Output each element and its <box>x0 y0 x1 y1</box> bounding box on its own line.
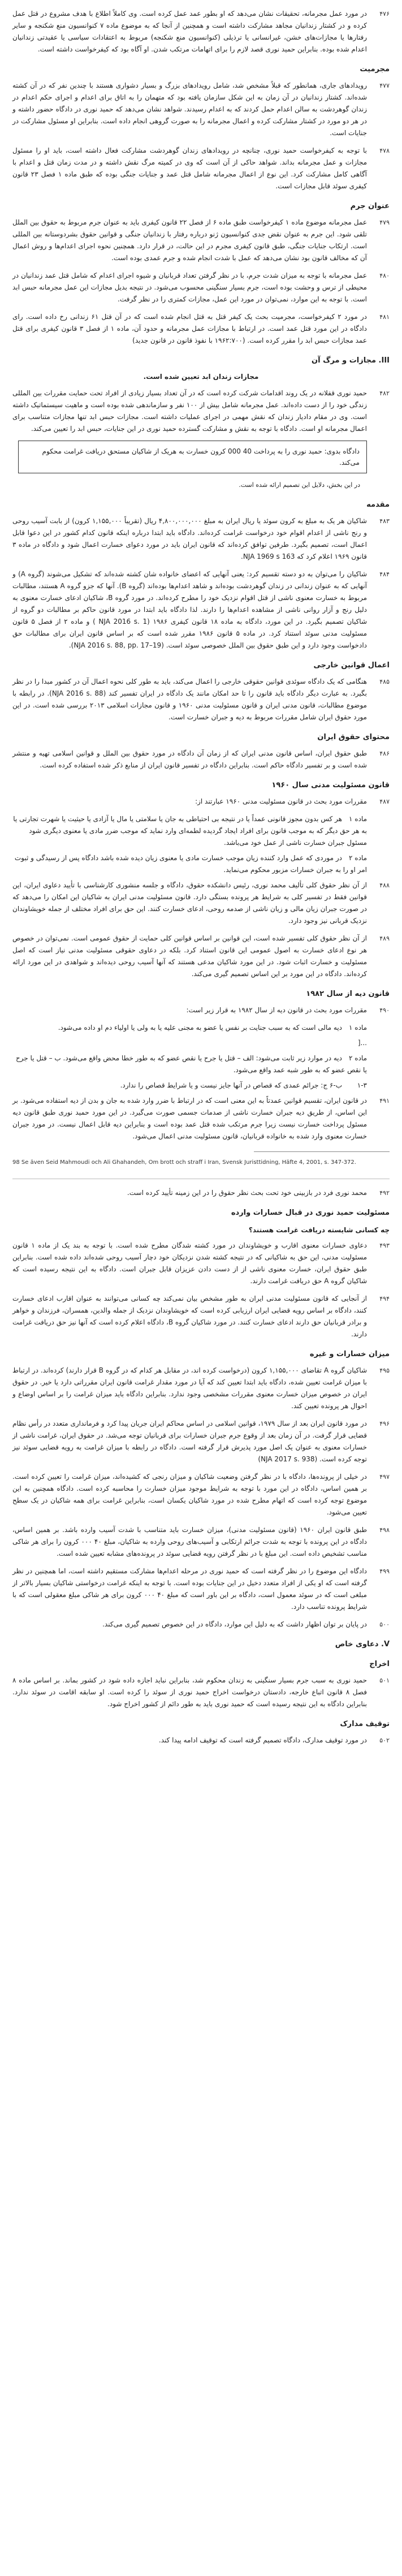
paragraph-number: ۴۸۶ <box>379 750 390 757</box>
section-heading: III. مجازات و مرگ آن <box>312 356 390 365</box>
paragraph-text: از آنجایی که قانون مسئولیت مدنی ایران به طور مشخص بیان نمی‌کند چه کسانی می‌توانند به عنوان اقارب ادعای خسارت کنند، دادگاه بر اساس رویه قضایی ایران ارزیابی کرده است که خویشاوندان نزدیک از جمله والدین، همسران، فرزندان و خواهر و برادر قربانیان حق دارند ادعای خسارت کنند. در مورد شاکیان گروه B، دادگاه اعلام کرده است که آنها نیز حق دریافت غرامت دارند. <box>12 1295 367 1338</box>
paragraph-text: دادگاه این موضوع را در نظر گرفته است که حمید نوری در مرحله اعدام‌ها مشارکت مستقیم داشته است، اما همچنین در نظر گرفته است که او یکی از افراد متعدد دخیل در این جنایات بوده است. با توجه به اینکه غرامت درخواستی شاکیان بسیار بالاتر از مبلغی است که در سوئد معمول است، دادگاه بر این باور است که مبلغ ۴۰ ۰۰۰ کرون برای هر شاکی مبلغ معقولی است که با شرایط پرونده تناسب دارد. <box>12 1567 367 1611</box>
paragraph-number: ۴۸۵ <box>379 678 390 685</box>
subsection-heading: چه کسانی شایسته دریافت غرامت هستند؟ <box>248 1226 390 1234</box>
paragraph-number: ۴۹۷ <box>379 1473 390 1481</box>
section-heading: عنوان جرم <box>350 202 390 210</box>
paragraph-text: دعاوی خسارات معنوی اقارب و خویشاوندان در مورد کشته شدگان مطرح شده است. با توجه به بند یک از ماده ۱ قانون مسئولیت مدنی، این حق به شاکیانی که در نتیجه کشته شدن نزدیکان خود دچار آسیب روحی شده‌اند داده شده است. بنابراین طبق حقوق ایران، خسارت معنوی ناشی از از دست دادن عزیزان قابل جبران است. دادگاه به این نتیجه رسیده است که شاکیان گروه A حق دریافت غرامت دارند. <box>12 1241 367 1285</box>
paragraph-number: ۴۸۳ <box>379 517 390 525</box>
article-label: ۱-۳ <box>357 1081 367 1089</box>
paragraph <box>12 1293 390 1340</box>
section-heading: مجرمیت <box>360 65 390 74</box>
section-heading: مقدمه <box>366 500 390 509</box>
ruling-box: دادگاه بدوی: حمید نوری را به پرداخت 40 000 کرون خسارت به هریک از شاکیان مستحق دریافت غرامت محکوم می‌کند. <box>18 441 367 473</box>
section-heading: میزان خسارات و غیره <box>309 1350 390 1358</box>
article-label: ماده ۱ <box>349 815 367 823</box>
paragraph-text: با توجه به کیفرخواست حمید نوری، چنانچه در رویدادهای زندان گوهردشت مشارکت فعال داشته است، باید او را مسئول مجازات و عمل مجرمانه بداند. شواهد حاکی از آن است که وی در کمیته مرگ نقش داشته و در مدت زمان قتل و اعدام با آگاهی کامل مشارکت کرد. این نوع از اعمال مجرمانه شامل قتل عمد و جنایات جنگی بوده که طبق ماده ۱ فصل ۲۳ قانون کیفری سوئد قابل مجازات است. <box>12 146 367 190</box>
paragraph <box>12 8 390 55</box>
paragraph-text: از آن نظر حقوق کلی تفسیر شده است، این قوانین بر اساس قوانین کلی حمایت از حقوق عمومی است. نمی‌توان در خصوص هر نوع ادعای خسارت به اصول عمومی این قانون استناد کرد. بلکه در دعاوی حقوقی مسئولیت مدنی نیاز است که اصل مسئولیت و خسارت اثبات شود. در این مورد شاکیان مدعی هستند که آنها آسیب روحی دیده‌اند و شواهدی در این مورد ارائه کرده‌اند. دادگاه در این مورد بر این اساس تصمیم گیری می‌کند. <box>12 934 367 978</box>
paragraph-text: در مورد قانون ایران بعد از سال ۱۹۷۹، قوانین اسلامی در اساس محاکم ایران جریان پیدا کرد و فرمانداری متعدد در رأس نظام قضایی قرار گرفت. در آن زمان بعد از وقوع جرم جبران خسارات برای قربانیان توجه می‌شد. در حقوق ایران، غرامت ناشی از خسارات معنوی به عنوان یک اصل مورد پذیرش قرار گرفته است. دادگاه در رابطه با میزان غرامت به رویه قضایی سوئد نیز توجه کرده است. (NJA 2017 s. 938) <box>12 1419 368 1463</box>
paragraph-number: ۵۰۲ <box>379 1737 390 1744</box>
paragraph <box>12 387 390 435</box>
paragraph <box>12 879 390 927</box>
paragraph-text: شاکیان هر یک به مبلغ به کرون سوئد یا ریال ایران به مبلغ ۴,۸۰۰,۰۰۰,۰۰۰ ریال (تقریباً ۱,۱۵۵,۰۰۰ کرون) از بابت آسیب روحی و رنج ناشی از اعدام اقوام خود درخواست غرامت کرده‌اند. دادگاه باید ابتدا درباره اینکه قانون کدام کشور در این دعوا قابل اعمال است، تصمیم بگیرد. طرفین توافق کرده‌اند که قانون ایران باید در مورد دعوای خسارت اعمال شود و دادگاه در ماده ۳ قانون ۱۹۶۹ اعلام کرد که NJA 1969 s 163. <box>12 517 367 560</box>
article-label: ماده ۲ <box>349 1054 367 1062</box>
article-quote <box>12 813 390 849</box>
paragraph-text: عمل مجرمانه موضوع ماده ۱ کیفرخواست طبق ماده ۶ از فصل ۲۲ قانون کیفری باید به عنوان جرم مربوط به حقوق بین الملل تلقی شود. این جرم به عنوان نقض جدی کنوانسیون ژنو درباره رفتار با زندانیان جنگی و قوانین حقوق بشردوستانه بین المللی است. ارتکاب جنایات جنگی، طبق قانون کیفری مجرم در این حالت، در قرار دارد. همچنین نحوه اجرای اعدام‌ها و روش اعمال آن که مخالف قانون بود نشان می‌دهد که عمل با شدت انجام شده و جرم عمدی بوده است. <box>12 218 367 262</box>
paragraph-text: طبق قانون ایران ۱۹۶۰ (قانون مسئولیت مدنی)، میزان خسارت باید متناسب با شدت آسیب وارده باشد. بر همین اساس، دادگاه در این پرونده با توجه به شدت جرائم ارتکابی و آسیب‌های روحی وارده به شاکیان، مبلغ ۴۰ ۰۰۰ کرون را برای هر شاکی مناسب تشخیص داده است. این مبلغ با در نظر گرفتن رویه قضایی سوئد در پرونده‌های مشابه تعیین شده است. <box>12 1526 367 1557</box>
paragraph-text: در مورد توقیف مدارک، دادگاه تصمیم گرفته است که توقیف ادامه پیدا کند. <box>158 1736 367 1744</box>
article-label: ماده ۱ <box>349 1024 367 1032</box>
paragraph <box>12 1471 390 1518</box>
paragraph <box>12 1565 390 1613</box>
paragraph-number: ۴۷۹ <box>379 219 390 226</box>
paragraph-text: عمل مجرمانه با توجه به میزان شدت جرم، با در نظر گرفتن تعداد قربانیان و شیوه اجرای اعدام که شامل قتل عمد زندانیان در محیطی از ترس و وحشت بوده است، جرم بسیار سنگینی محسوب می‌شود. در نتیجه بدیل مجازات این عمل مجرمانه حبس ابد است. با توجه به این موارد، نمی‌توان در مورد این عمل، مجازات کمتری را در نظر گرفت. <box>12 271 367 303</box>
footnote: 98 Se även Seid Mahmoudi och Ali Ghahandeh, Om brott och straff i Iran, Svensk Juristtidning, Häfte 4, 2001, s. 347-372. <box>12 1159 356 1166</box>
article-quote <box>12 1037 390 1049</box>
paragraph-number: ۴۹۶ <box>379 1420 390 1427</box>
paragraph-number: ۴۸۲ <box>379 390 390 397</box>
paragraph-number: ۴۸۷ <box>379 798 390 805</box>
paragraph <box>12 1095 390 1142</box>
paragraph-text: رویدادهای جاری، همانطور که قبلاً مشخص شد، شامل رویدادهای بزرگ و بسیار دشواری هستند با چندین نفر که در آن کشته شده‌اند. کشتار زندانیان در آن زمان به این شکل سازمان یافته بود که متهمان را به اتاق برای اعدام و اجرای حکم اعدام در زندان گوهردشت به سالن اعدام حمل کردند که به اعدام رسیدند. شواهد نشان می‌دهد که حمید نوری در دادگاه حضور داشته و در هر دو مورد در کشتار مشارکت کرده و اعمال مجرمانه را به صورت گروهی انجام داده است. بنابراین او مسئول مشارکت در جنایات است. <box>12 81 367 137</box>
paragraph-text: شاکیان گروه A تقاضای ۱,۱۵۵,۰۰۰ کرون (درخواست کرده اند، در مقابل هر کدام که در گروه B قرار دارند) کرده‌اند. در ارتباط با میزان غرامت تعیین شده، دادگاه باید ابتدا تعیین کند که آیا در مورد مقدار غرامت قانون ایران مقرراتی دارد یا خیر. در حقوق ایران در خصوص میزان خسارت معنوی مقررات مشخصی وجود ندارد. بنابراین دادگاه باید میزان غرامت را بر اساس اوضاع و احوال هر پرونده تعیین کند. <box>12 1366 368 1410</box>
section-heading: اعمال قوانین خارجی <box>313 661 390 670</box>
section-heading: توقیف مدارک <box>340 1720 390 1728</box>
paragraph-number: ۴۹۴ <box>379 1295 390 1302</box>
paragraph-text: مقررات مورد بحث در قانون مسئولیت مدنی ۱۹۶۰ عبارتند از: <box>195 797 367 805</box>
paragraph <box>12 1524 390 1560</box>
paragraph <box>12 1187 390 1199</box>
paragraph-number: ۴۹۲ <box>379 1189 390 1197</box>
paragraph <box>12 311 390 347</box>
paragraph-number: ۴۹۳ <box>379 1242 390 1249</box>
article-text: هر کس بدون مجوز قانونی عمداً یا در نتیجه بی احتیاطی به جان یا سلامتی یا مال یا آزادی یا حیثیت یا شهرت تجارتی یا به هر حق دیگر که به موجب قانون برای افراد ایجاد گردیده لطمه‌ای وارد نماید که موجب ضرر مادی یا معنوی دیگری شود مسئول جبران خسارت ناشی از عمل خود می‌باشد. <box>13 815 367 847</box>
paragraph-text: در قانون ایران، تقسیم قوانین عمدتاً به این معنی است که در ارتباط با ضرر وارد شده به جان و بدن از دیه استفاده می‌شود. بر این اساس، از طریق دیه جبران خسارت ناشی از صدمات جسمی صورت می‌گیرد. در این مورد حمید نوری طبق قانون دیه مسئول پرداخت خسارت نیست زیرا جرم مرتکب شده قتل عمد بوده است و بنابراین دیه قابل اعمال نیست. در مورد جبران خسارت معنوی وارد شده به خانواده قربانیان، قانون مسئولیت مدنی اعمال می‌شود. <box>12 1097 367 1140</box>
paragraph-text: در خیلی از پرونده‌ها، دادگاه با در نظر گرفتن وضعیت شاکیان و میزان رنجی که کشیده‌اند، میزان غرامت را تعیین کرده است. بر همین اساس، دادگاه در این مورد با توجه به شرایط موجود میزان خسارت را محاسبه کرده است. دادگاه همچنین به این موضوع توجه کرده است که اتهام مطرح شده در مورد شاکیان یکسان است، بنابراین غرامت برای همه شاکیان در یک سطح تعیین می‌شود. <box>12 1473 367 1516</box>
article-label: ...[ <box>357 1039 367 1047</box>
paragraph <box>12 1004 390 1016</box>
ruling-note: در این بخش، دلایل این تصمیم ارائه شده است. <box>239 481 360 489</box>
section-heading: محتوای حقوق ایران <box>317 733 390 741</box>
paragraph <box>12 145 390 192</box>
paragraph <box>12 568 390 651</box>
paragraph <box>12 748 390 771</box>
article-quote <box>12 1022 390 1034</box>
paragraph-number: ۴۷۸ <box>379 147 390 154</box>
article-text: دیه مالی است که به سبب جنایت بر نفس یا عضو به مجنی علیه یا به ولی یا اولیاء دم او داده می‌شود. <box>58 1024 342 1032</box>
paragraph-number: ۴۸۴ <box>379 571 390 578</box>
paragraph-number: ۴۹۱ <box>379 1097 390 1104</box>
paragraph-text: حمید نوری قفلانه در یک روند اقدامات شرکت کرده است که در آن تعداد بسیار زیادی از افراد تحت حمایت مقررات بین المللی زندگی خود را از دست داده‌اند. عمل مجرمانه شامل بیش از ۱۰۰ نفر و سازماندهی شده بوده است و ماهیت سیستماتیک داشته است. وی در مقام دادیار زندان که نقش مهمی در اجرای عملیات داشته است. مجازات حبس ابد تنها مجازات متناسب برای اعمال مجرمانه او است. دادگاه با توجه به نقش و مشارکت گسترده حمید نوری در این جنایات، حبس ابد را تعیین می‌کند. <box>12 389 367 433</box>
paragraph-number: ۴۸۸ <box>379 882 390 889</box>
article-text: ب-۶ ج: جرائم عمدی که قصاص در آنها جایز نیست و یا شرایط قصاص را ندارد. <box>120 1081 342 1089</box>
paragraph <box>12 1734 390 1746</box>
section-heading: قانون مسئولیت مدنی سال ۱۹۶۰ <box>271 781 390 789</box>
article-text: دیه در موارد زیر ثابت می‌شود: الف – قتل یا جرح یا نقص عضو که به طور خطا محض واقع می‌شود. ب – قتل یا جرح یا نقص عضو که به طور شبه عمد واقع می‌شود. <box>15 1054 367 1074</box>
paragraph-text: در مورد عمل مجرمانه، تحقیقات نشان می‌دهد که او بطور عمد عمل کرده است. وی کاملاً اطلاع با هدف مشروع در قتل عمل کرده و در کشتار زندانیان مجاهد مشارکت داشته است و همچنین از آنجا که به موضوع ماده ۷ کنوانسیون منع شکنجه و سایر رفتارها یا مجازات‌های خشن، غیرانسانی یا ترذیلی (کنوانسیون منع شکنجه) مربوط به اعتقادات سیاسی یا عقیدتی زندانیان اعدام شده بوده. بنابراین حمید نوری قصد لازم را برای اتهامات مرتکب شدن. او آگاه بود که کیفرخواست داشته است. <box>12 10 367 53</box>
article-quote <box>12 1052 390 1076</box>
paragraph <box>12 676 390 723</box>
paragraph <box>12 1675 390 1710</box>
section-heading: V. دعاوی خاص <box>335 1640 390 1649</box>
paragraph-text: در پایان بر توان اظهار داشت که به دلیل این موارد، دادگاه در این خصوص تصمیم گیری می‌کند. <box>102 1620 367 1628</box>
paragraph-number: ۴۹۹ <box>379 1568 390 1575</box>
paragraph-number: ۴۸۰ <box>379 272 390 279</box>
paragraph <box>12 217 390 264</box>
paragraph-number: ۴۷۷ <box>379 82 390 89</box>
paragraph <box>12 80 390 139</box>
paragraph <box>12 1365 390 1412</box>
paragraph-number: ۵۰۰ <box>379 1621 390 1628</box>
paragraph-text: مقررات مورد بحث در قانون دیه از سال ۱۹۸۲ به قرار زیر است: <box>186 1006 367 1014</box>
paragraph <box>12 515 390 563</box>
paragraph-text: در مورد ۲ کیفرخواست، مجرمیت بحث یک کیفر قتل به قتل انجام شده است که در آن قتل ۶۱ زندانی رخ داده است. رای دادگاه در این مورد قتل عمد است. در ارتباط با مجازات عمل مجرمانه و حدود آن، ماده ۱ از فصل ۳ قانون کیفری برای قتل عمد مجازات حبس ابد را مقرر کرده است. (۱۹۶۲:۷۰۰ با نفوذ قانون در قانون جدید) <box>12 313 367 344</box>
section-heading: قانون دیه از سال ۱۹۸۲ <box>306 990 390 998</box>
article-quote <box>12 1080 390 1091</box>
paragraph-text: از آن نظر حقوق کلی تألیف محمد نوری، رئیس دانشکده حقوق، دادگاه و جلسه منشوری کارشناسی با تأیید دعاوی ایران، این قوانین فقط در تفسیر کلی به شرایط هر پرونده بستگی دارد. قانون مسئولیت مدنی ایران به شاکیان این امکان را می‌دهد که در صورت جبران زیان مالی و زیان ناشی از صدمه روحی، ادعای خسارت کنند. این حق برای افراد مختلف از جمله خویشاوندان نزدیک قربانی نیز وجود دارد. <box>12 881 367 925</box>
paragraph-number: ۴۹۸ <box>379 1526 390 1534</box>
section-heading: مسئولیت حمید نوری در قبال خسارات وارده <box>231 1209 390 1217</box>
section-heading: اخراج <box>369 1660 390 1668</box>
paragraph-text: طبق حقوق ایران، اساس قانون مدنی ایران که از زمان آن دادگاه در مورد حقوق بین الملل و قوانین اسلامی تهیه و منتشر شده است و بر تفسیر دادگاه حاکم است. بنابراین دادگاه در تفسیر قانون ایران از منابع ذکر شده استفاده کرده است. <box>12 749 367 769</box>
paragraph <box>12 1418 390 1465</box>
paragraph-number: ۴۹۰ <box>379 1007 390 1014</box>
paragraph-number: ۴۸۹ <box>379 935 390 942</box>
paragraph-text: هنگامی که یک دادگاه سوئدی قوانین حقوقی خارجی را اعمال می‌کند، باید به طور کلی نحوه اعمال آن در کشور مبدا را در نظر بگیرد. به عبارت دیگر دادگاه باید قانون را تا حد امکان مانند یک دادگاه در ایران تفسیر کند (NJA 2016 s. 88). در رابطه با موضوع مطالبات، قانون مدنی ایران و قانون مسئولیت مدنی ۱۹۶۰ و قانون مجازات اسلامی ۲۰۱۳ بررسی شده است. در این مورد حقوق ایران شامل مقررات مربوط به دیه و جبران خسارت است. <box>12 678 367 721</box>
paragraph-text: محمد نوری فرد در بازبینی خود تحت بحث نظر حقوق را در این زمینه تأیید کرده است. <box>127 1189 367 1197</box>
paragraph-number: ۴۷۶ <box>379 10 390 18</box>
paragraph-number: ۴۸۱ <box>379 313 390 321</box>
sentence-statement: مجازات زندان ابد تعیین شده است. <box>143 373 259 381</box>
paragraph <box>12 933 390 980</box>
paragraph-text: حمید نوری به سبب جرم بسیار سنگینی به زندان محکوم شد، بنابراین نباید اجازه داده شود در کشور بماند. بر اساس ماده ۸ فصل ۸ قانون اتباع خارجه، دادستان درخواست اخراج حمید نوری از سوئد را کرده است. او سابقه اقامت در سوئد ندارد. بنابراین دادگاه به این نتیجه رسیده است که حمید نوری باید به طور دائم از کشور اخراج شود. <box>12 1676 368 1708</box>
footnote-separator <box>254 1151 390 1152</box>
paragraph <box>12 270 390 305</box>
article-label: ماده ۲ <box>349 854 367 862</box>
article-text: در موردی که عمل وارد کننده زیان موجب خسارت مادی یا معنوی زیان دیده شده باشد دادگاه پس از رسیدگی و ثبوت امر او را به جبران خسارات مزبور محکوم می‌نماید. <box>14 854 367 874</box>
paragraph-number: ۴۹۵ <box>379 1367 390 1374</box>
paragraph-text: شاکیان را می‌توان به دو دسته تقسیم کرد: یعنی آنهایی که اعضای خانواده شان کشته شده‌اند که تشکیل می‌شوند (گروه A) و آنهایی که به عنوان زندانی در زندان گوهردشت بوده‌اند و شاهد اعدام‌ها بوده‌اند (گروه B). آنها که جزو گروه A هستند، مطالبات مربوط به خسارت معنوی ناشی از قتل اقوام نزدیک خود را مطرح کرده‌اند. در مورد گروه B، شاکیان ادعای خسارت معنوی به دلیل رنج و آزار روانی ناشی از مشاهده اعدام‌ها را دارند. لذا دادگاه باید ابتدا در مورد قانون حاکم بر مطالبات دو گروه از شاکیان تصمیم بگیرد. در این مورد، دادگاه به ماده ۱۸ قانون کیفری ۱۹۸۶ (NJA 2016 s. 1 ) و ماده ۲ از فصل ۵ قانون مسئولیت مدنی سوئد استناد کرد. در ماده ۵ قانون ۱۹۸۶ مقرر شده است که بر اساس قانون ایران برای مطالبات حق دادخواست وجود دارد و این طبق حقوق بین الملل خصوصی سوئد است. (NJA 2016 s. 88, pp. 17–19). <box>12 570 368 649</box>
paragraph <box>12 796 390 808</box>
paragraph <box>12 1619 390 1630</box>
article-quote <box>12 852 390 876</box>
paragraph-number: ۵۰۱ <box>379 1677 390 1684</box>
paragraph <box>12 1240 390 1287</box>
